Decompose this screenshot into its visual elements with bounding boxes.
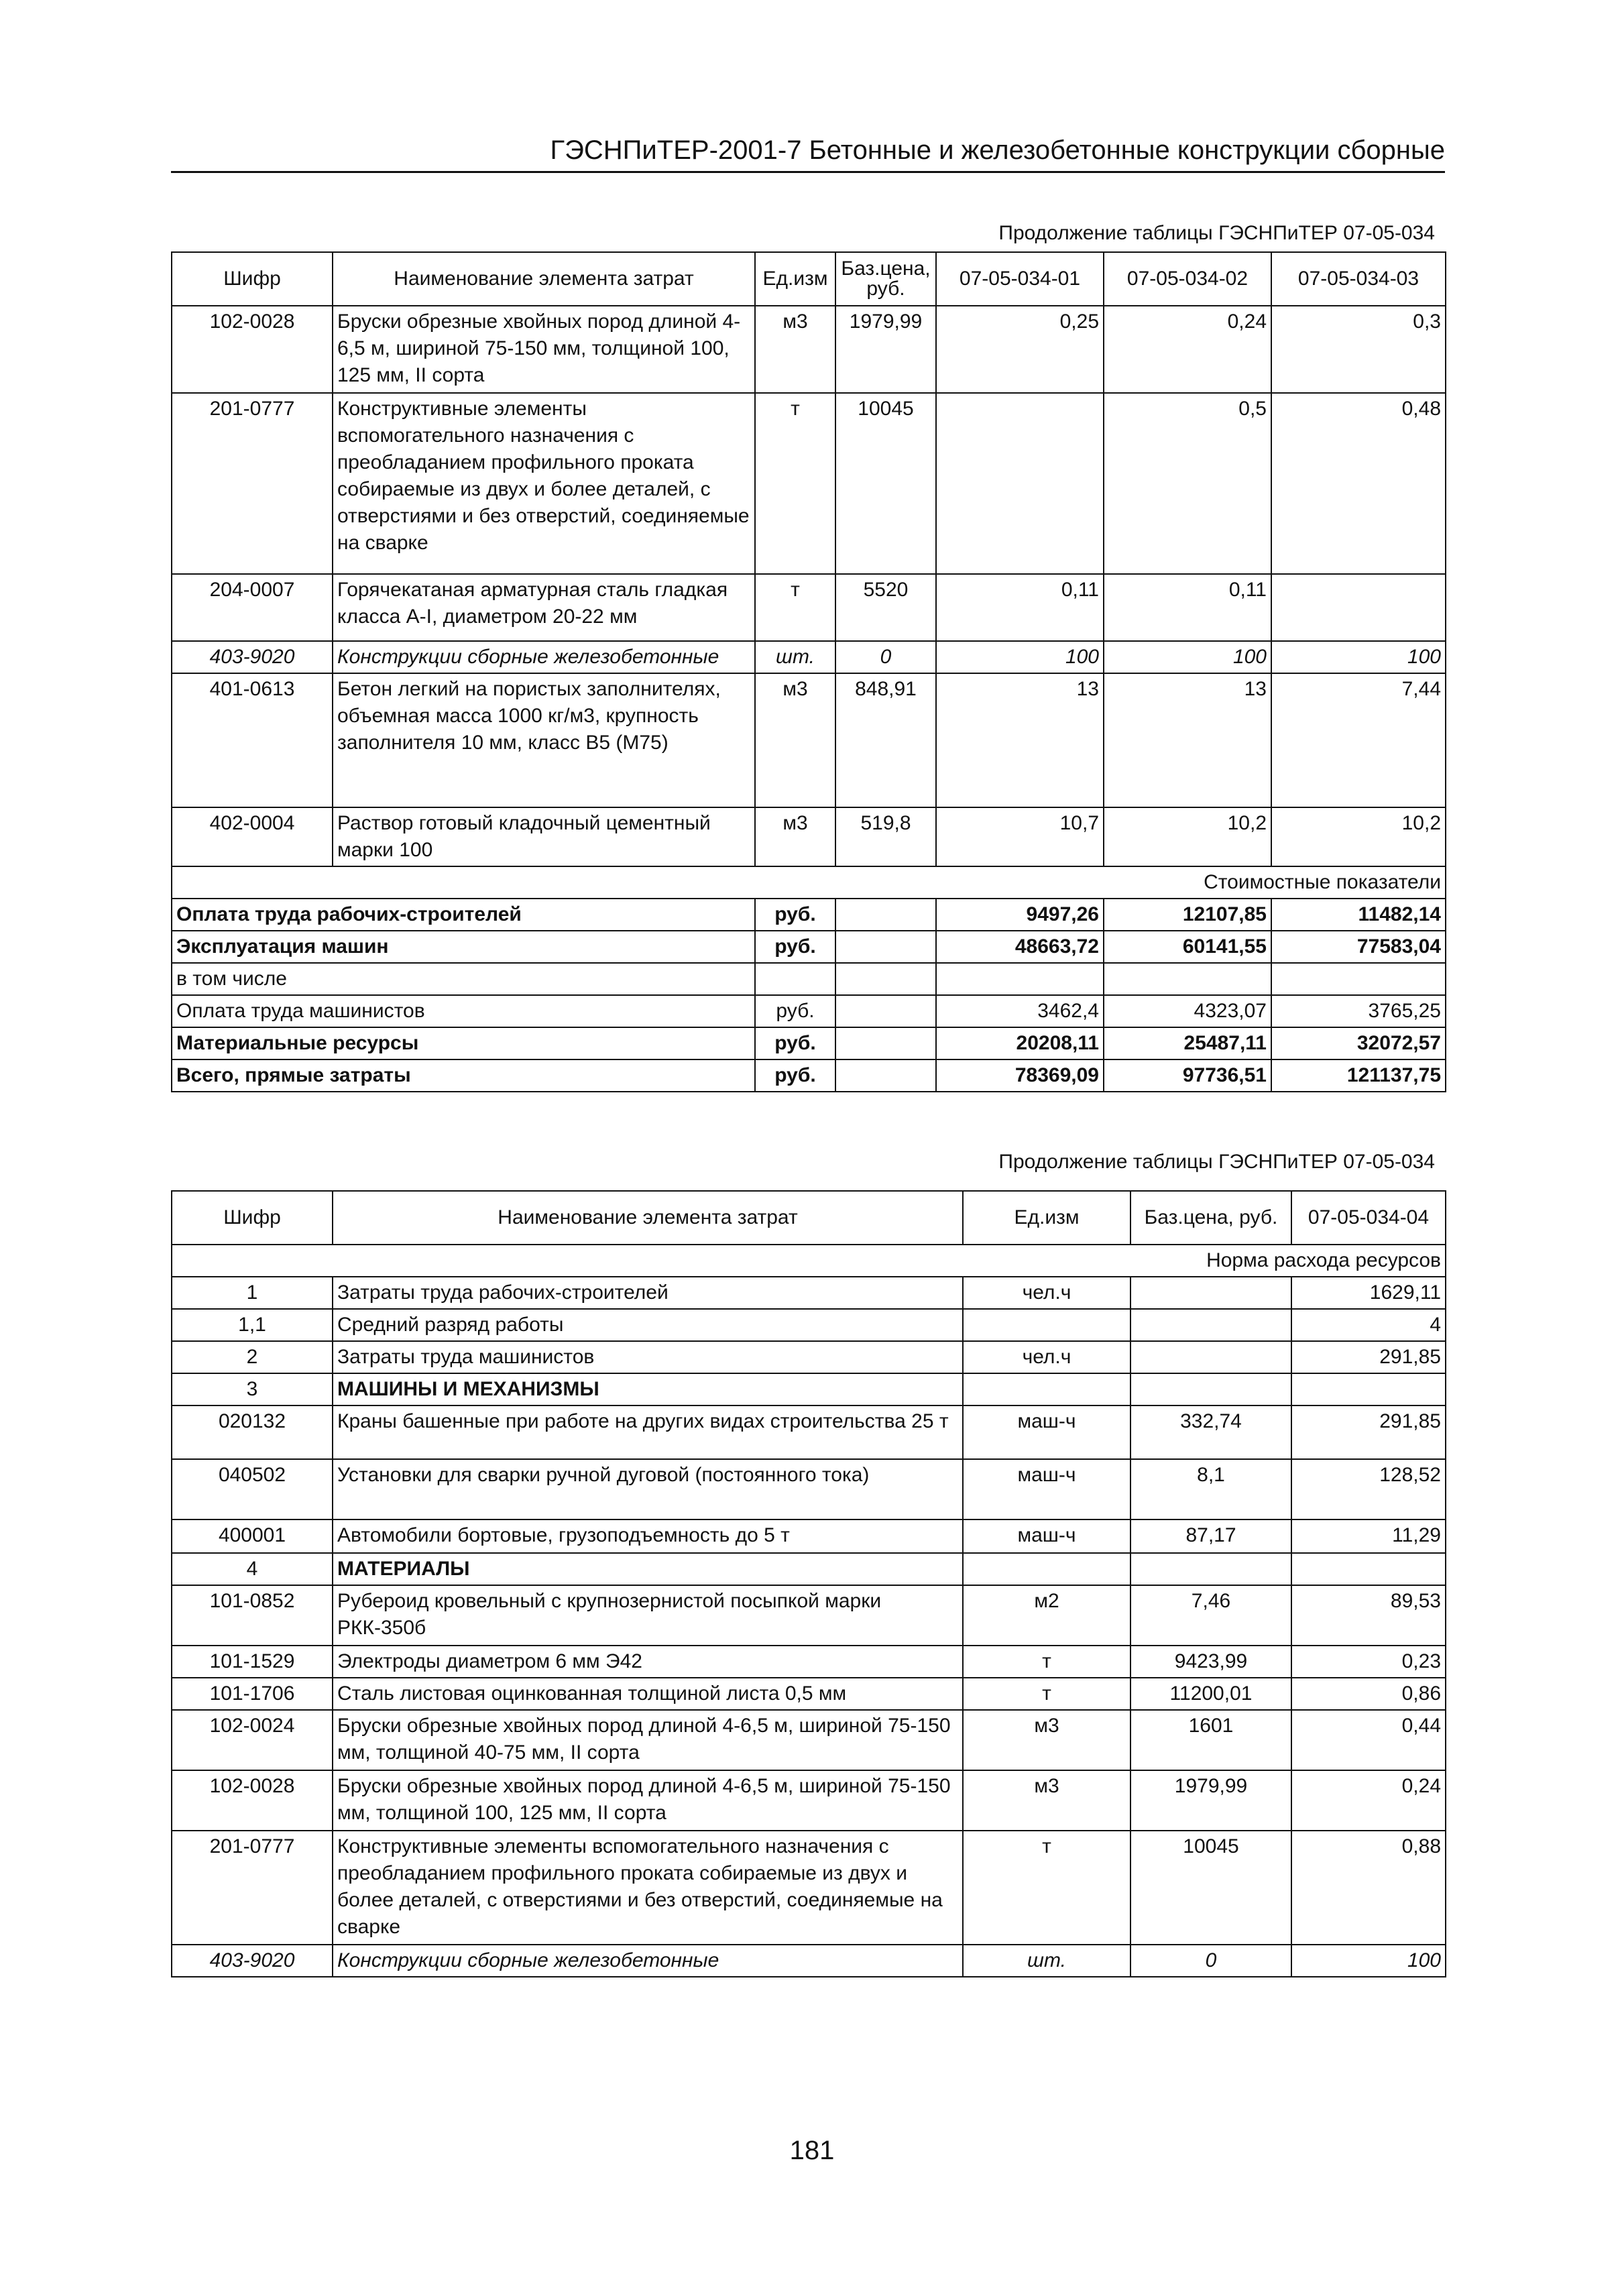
cell-value: 78369,09 [936,1059,1104,1092]
section-row [172,1245,1446,1277]
table-row [172,306,1446,393]
cell-name: Конструктивные элементы вспомогательного назначения с преобладанием профильного проката собираемые из двух и более деталей, с отверстиями и без отверстий, соединяемые на сварке [333,393,755,574]
header-rule [171,171,1445,173]
cell-unit: руб. [755,931,835,963]
table-row [172,1770,1446,1831]
cell-value: 1629,11 [1291,1277,1446,1309]
cell-code: 401-0613 [172,673,333,807]
cell-value: 7,44 [1271,673,1446,807]
cost-name: Эксплуатация машин [172,931,755,963]
cell-unit: руб. [755,899,835,931]
cell-value: 12107,85 [1104,899,1271,931]
table-row [172,1945,1446,1977]
table-row [172,393,1446,574]
cell-value: 0,25 [936,306,1104,393]
cell-value: 25487,11 [1104,1027,1271,1059]
cell-value: 3462,4 [936,995,1104,1027]
cell-name: Сталь листовая оцинкованная толщиной листа 0,5 мм [333,1678,963,1710]
cell-code: 1,1 [172,1309,333,1341]
cell-price: 519,8 [835,807,936,866]
cell-code: 201-0777 [172,1831,333,1945]
cell-value: 100 [936,641,1104,673]
cell-code: 1 [172,1277,333,1309]
cell-price: 8,1 [1130,1459,1291,1519]
table-row [172,1373,1446,1405]
cell-value: 10,2 [1271,807,1446,866]
table-row [172,1519,1446,1553]
cell-code: 3 [172,1373,333,1405]
cell-unit: т [963,1646,1130,1678]
table-row [172,673,1446,807]
cell-value: 0,44 [1291,1710,1446,1770]
cell-value: 13 [1104,673,1271,807]
cell-price: 9423,99 [1130,1646,1291,1678]
cell-value: 0,3 [1271,306,1446,393]
header-code: Шифр [172,252,333,306]
resource-table-2 [171,1190,1446,1977]
cell-unit: т [755,393,835,574]
cell-unit: т [755,574,835,641]
cell-value [1271,574,1446,641]
cost-name: Всего, прямые затраты [172,1059,755,1092]
cell-unit: руб. [755,1059,835,1092]
cell-price: 10045 [835,393,936,574]
cell-name: Бруски обрезные хвойных пород длиной 4-6,5 м, шириной 75-150 мм, толщиной 100, 125 мм, II сорта [333,306,755,393]
cell-price [1130,1341,1291,1373]
table-row [172,1309,1446,1341]
cell-price [1130,1373,1291,1405]
cell-price [1130,1309,1291,1341]
cell-code: 101-0852 [172,1585,333,1646]
section-label: Норма расхода ресурсов [172,1245,1446,1277]
cell-value [1271,963,1446,995]
cell-price: 1979,99 [1130,1770,1291,1831]
cell-value [1104,963,1271,995]
cell-unit [963,1553,1130,1585]
section-label: Стоимостные показатели [172,866,1446,899]
cost-row [172,963,1446,995]
cell-unit: чел.ч [963,1277,1130,1309]
cell-name: Бруски обрезные хвойных пород длиной 4-6,5 м, шириной 75-150 мм, толщиной 40-75 мм, II сорта [333,1710,963,1770]
table-row [172,574,1446,641]
header-name: Наименование элемента затрат [333,1191,963,1245]
cell-value: 13 [936,673,1104,807]
cost-name: в том числе [172,963,755,995]
cell-price: 1979,99 [835,306,936,393]
cell-price: 7,46 [1130,1585,1291,1646]
cell-value: 0,24 [1104,306,1271,393]
cell-value: 32072,57 [1271,1027,1446,1059]
cell-empty [835,995,936,1027]
table-row [172,1585,1446,1646]
cell-name: Средний разряд работы [333,1309,963,1341]
cell-value: 3765,25 [1271,995,1446,1027]
cell-code: 204-0007 [172,574,333,641]
cell-name: Бетон легкий на пористых заполнителях, объемная масса 1000 кг/м3, крупность заполнителя 10 мм, класс В5 (М75) [333,673,755,807]
table-row [172,1553,1446,1585]
cell-unit [963,1309,1130,1341]
cell-unit: м3 [755,673,835,807]
cell-unit: т [963,1678,1130,1710]
cost-row [172,1059,1446,1092]
table-row [172,1341,1446,1373]
cell-code: 020132 [172,1405,333,1459]
cell-value: 291,85 [1291,1341,1446,1373]
cell-code: 102-0028 [172,306,333,393]
cell-unit: маш-ч [963,1405,1130,1459]
cell-price: 848,91 [835,673,936,807]
cell-code: 201-0777 [172,393,333,574]
cell-value [1291,1373,1446,1405]
section-row [172,866,1446,899]
table-row [172,1831,1446,1945]
cell-name: Бруски обрезные хвойных пород длиной 4-6,5 м, шириной 75-150 мм, толщиной 100, 125 мм, II сорта [333,1770,963,1831]
cell-price: 5520 [835,574,936,641]
cell-value: 9497,26 [936,899,1104,931]
cell-price [1130,1277,1291,1309]
table-row [172,1405,1446,1459]
cell-code: 040502 [172,1459,333,1519]
cell-unit: чел.ч [963,1341,1130,1373]
cell-value: 0,48 [1271,393,1446,574]
table-row [172,1277,1446,1309]
page-number: 181 [789,2136,835,2165]
cell-empty [835,1027,936,1059]
cell-price: 0 [835,641,936,673]
cell-value: 89,53 [1291,1585,1446,1646]
table-row [172,1646,1446,1678]
cost-row [172,1027,1446,1059]
header-price: Баз.цена, руб. [1130,1191,1291,1245]
cell-value [936,963,1104,995]
cell-code: 102-0024 [172,1710,333,1770]
cell-value: 100 [1271,641,1446,673]
cell-unit: маш-ч [963,1519,1130,1553]
cost-name: Материальные ресурсы [172,1027,755,1059]
cost-row [172,931,1446,963]
cell-value: 48663,72 [936,931,1104,963]
cell-price: 11200,01 [1130,1678,1291,1710]
header-name: Наименование элемента затрат [333,252,755,306]
cell-unit: т [963,1831,1130,1945]
header-col1: 07-05-034-01 [936,252,1104,306]
cell-code: 101-1706 [172,1678,333,1710]
cell-value: 0,5 [1104,393,1271,574]
cell-unit: м3 [755,306,835,393]
cell-code: 2 [172,1341,333,1373]
cell-value: 291,85 [1291,1405,1446,1459]
cell-value: 100 [1104,641,1271,673]
cell-value: 0,11 [936,574,1104,641]
cell-code: 101-1529 [172,1646,333,1678]
table-row [172,1678,1446,1710]
cell-value: 100 [1291,1945,1446,1977]
cell-name: Затраты труда машинистов [333,1341,963,1373]
cell-empty [835,899,936,931]
cell-unit: м3 [963,1770,1130,1831]
cell-value: 0,24 [1291,1770,1446,1831]
cell-code: 102-0028 [172,1770,333,1831]
cell-unit: руб. [755,1027,835,1059]
cell-unit: м2 [963,1585,1130,1646]
cell-value [936,393,1104,574]
cost-row [172,899,1446,931]
cell-price: 332,74 [1130,1405,1291,1459]
header-code: Шифр [172,1191,333,1245]
cell-value: 0,23 [1291,1646,1446,1678]
cell-price [1130,1553,1291,1585]
cell-value: 4323,07 [1104,995,1271,1027]
cell-name: Краны башенные при работе на других видах строительства 25 т [333,1405,963,1459]
cell-name: Конструкции сборные железобетонные [333,1945,963,1977]
cell-name: Установки для сварки ручной дуговой (постоянного тока) [333,1459,963,1519]
cell-unit: м3 [755,807,835,866]
cell-name: Конструктивные элементы вспомогательного назначения с преобладанием профильного проката собираемые из двух и более деталей, с отверстиями и без отверстий, соединяемые на сварке [333,1831,963,1945]
cell-unit [755,963,835,995]
cell-value [1291,1553,1446,1585]
table2-caption: Продолжение таблицы ГЭСНПиТЕР 07-05-034 [998,1151,1435,1173]
cell-name: Конструкции сборные железобетонные [333,641,755,673]
cell-value: 10,7 [936,807,1104,866]
header-price: Баз.цена, руб. [835,252,936,306]
cell-name: МАТЕРИАЛЫ [333,1553,963,1585]
cost-name: Оплата труда рабочих-строителей [172,899,755,931]
resource-table-1 [171,251,1446,1092]
header-col3: 07-05-034-03 [1271,252,1446,306]
cell-empty [835,1059,936,1092]
cell-value: 11482,14 [1271,899,1446,931]
cell-value: 0,11 [1104,574,1271,641]
cell-value: 0,86 [1291,1678,1446,1710]
cost-row [172,995,1446,1027]
cell-code: 4 [172,1553,333,1585]
cell-value: 10,2 [1104,807,1271,866]
header-col4: 07-05-034-04 [1291,1191,1446,1245]
table-row [172,641,1446,673]
cell-value: 77583,04 [1271,931,1446,963]
cost-name: Оплата труда машинистов [172,995,755,1027]
cell-code: 403-9020 [172,641,333,673]
cell-price: 1601 [1130,1710,1291,1770]
cell-price: 10045 [1130,1831,1291,1945]
cell-price: 87,17 [1130,1519,1291,1553]
cell-name: Горячекатаная арматурная сталь гладкая класса А-I, диаметром 20-22 мм [333,574,755,641]
cell-value: 121137,75 [1271,1059,1446,1092]
cell-name: Рубероид кровельный с крупнозернистой посыпкой марки РКК-350б [333,1585,963,1646]
cell-empty [835,963,936,995]
cell-name: Автомобили бортовые, грузоподъемность до 5 т [333,1519,963,1553]
cell-name: Электроды диаметром 6 мм Э42 [333,1646,963,1678]
cell-unit: м3 [963,1710,1130,1770]
cell-price: 0 [1130,1945,1291,1977]
cell-empty [835,931,936,963]
cell-value: 20208,11 [936,1027,1104,1059]
cell-code: 402-0004 [172,807,333,866]
header-unit: Ед.изм [755,252,835,306]
cell-value: 60141,55 [1104,931,1271,963]
cell-unit: шт. [963,1945,1130,1977]
cell-value: 4 [1291,1309,1446,1341]
cell-code: 403-9020 [172,1945,333,1977]
cell-code: 400001 [172,1519,333,1553]
table1-caption: Продолжение таблицы ГЭСНПиТЕР 07-05-034 [998,222,1435,244]
cell-unit [963,1373,1130,1405]
table-row [172,807,1446,866]
header-unit: Ед.изм [963,1191,1130,1245]
cell-unit: руб. [755,995,835,1027]
cell-name: Раствор готовый кладочный цементный марки 100 [333,807,755,866]
cell-value: 97736,51 [1104,1059,1271,1092]
cell-value: 128,52 [1291,1459,1446,1519]
cell-name: Затраты труда рабочих-строителей [333,1277,963,1309]
table-row [172,1459,1446,1519]
cell-name: МАШИНЫ И МЕХАНИЗМЫ [333,1373,963,1405]
cell-value: 0,88 [1291,1831,1446,1945]
page-header: ГЭСНПиТЕР-2001-7 Бетонные и железобетонные конструкции сборные [550,135,1445,165]
cell-unit: шт. [755,641,835,673]
cell-unit: маш-ч [963,1459,1130,1519]
cell-value: 11,29 [1291,1519,1446,1553]
table-row [172,1710,1446,1770]
header-col2: 07-05-034-02 [1104,252,1271,306]
